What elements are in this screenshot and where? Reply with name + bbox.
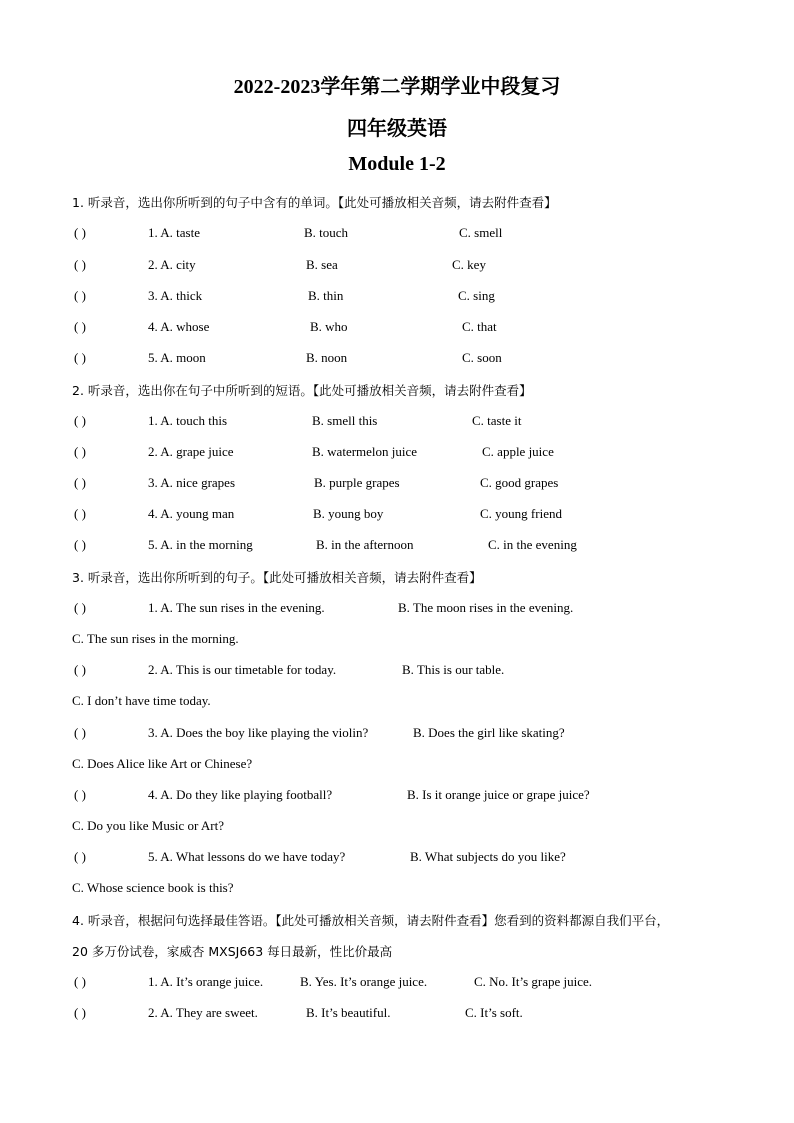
option-a: 5. A. in the morning (148, 537, 253, 552)
answer-blank[interactable]: ( ) (74, 413, 86, 428)
option-b: B. What subjects do you like? (410, 849, 566, 864)
option-c: C. in the evening (488, 537, 577, 552)
option-b: B. sea (306, 257, 338, 272)
option-a: 1. A. The sun rises in the evening. (148, 600, 325, 615)
option-a: 1. A. taste (148, 225, 200, 240)
option-c: C. The sun rises in the morning. (72, 631, 239, 646)
option-c: C. Does Alice like Art or Chinese? (72, 756, 253, 771)
option-b: B. It’s beautiful. (306, 1005, 391, 1020)
option-c: C. I don’t have time today. (72, 693, 211, 708)
option-c: C. It’s soft. (465, 1005, 523, 1020)
option-a: 1. A. It’s orange juice. (148, 974, 264, 989)
option-b: B. Is it orange juice or grape juice? (407, 787, 590, 802)
option-a: 3. A. Does the boy like playing the violin? (148, 725, 369, 740)
answer-blank[interactable]: ( ) (74, 225, 86, 240)
answer-blank[interactable]: ( ) (74, 537, 86, 552)
answer-blank[interactable]: ( ) (74, 974, 86, 989)
option-a: 2. A. city (148, 257, 196, 272)
option-c: C. good grapes (480, 475, 559, 490)
page-subtitle: 四年级英语 (347, 118, 447, 140)
section-2-heading: 2. 听录音，选出你在句子中所听到的短语。【此处可播放相关音频，请去附件查看】 (72, 383, 532, 398)
option-c: C. smell (459, 225, 503, 240)
option-a: 3. A. nice grapes (148, 475, 236, 490)
option-a: 4. A. young man (148, 506, 235, 521)
answer-blank[interactable]: ( ) (74, 662, 86, 677)
option-a: 4. A. whose (148, 319, 210, 334)
option-a: 2. A. grape juice (148, 444, 234, 459)
option-c: C. key (452, 257, 486, 272)
option-c: C. Do you like Music or Art? (72, 818, 225, 833)
answer-blank[interactable]: ( ) (74, 444, 86, 459)
option-c: C. soon (462, 350, 502, 365)
page-title: 2022-2023学年第二学期学业中段复习 (233, 76, 561, 98)
section-4-heading: 4. 听录音，根据问句选择最佳答语。【此处可播放相关音频，请去附件查看】您看到的资料都源自我们平台， (72, 913, 670, 928)
option-c: C. apple juice (482, 444, 554, 459)
answer-blank[interactable]: ( ) (74, 506, 86, 521)
option-b: B. who (310, 319, 348, 334)
answer-blank[interactable]: ( ) (74, 787, 86, 802)
option-b: B. smell this (312, 413, 378, 428)
answer-blank[interactable]: ( ) (74, 1005, 86, 1020)
option-c: C. No. It’s grape juice. (474, 974, 593, 989)
option-c: C. sing (458, 288, 495, 303)
option-a: 2. A. This is our timetable for today. (148, 662, 337, 677)
option-c: C. that (462, 319, 497, 334)
option-b: B. young boy (313, 506, 384, 521)
option-a: 3. A. thick (148, 288, 203, 303)
answer-blank[interactable]: ( ) (74, 725, 86, 740)
section-3-heading: 3. 听录音，选出你所听到的句子。【此处可播放相关音频，请去附件查看】 (72, 570, 482, 585)
option-b: B. Yes. It’s orange juice. (300, 974, 428, 989)
option-b: B. Does the girl like skating? (413, 725, 565, 740)
section-4-heading-continued: 20 多万份试卷，家威杏 MXSJ663 每日最新，性比价最高 (72, 944, 393, 959)
option-b: B. purple grapes (314, 475, 400, 490)
option-b: B. touch (304, 225, 349, 240)
answer-blank[interactable]: ( ) (74, 288, 86, 303)
answer-blank[interactable]: ( ) (74, 600, 86, 615)
option-c: C. Whose science book is this? (72, 880, 234, 895)
option-b: B. This is our table. (402, 662, 505, 677)
answer-blank[interactable]: ( ) (74, 257, 86, 272)
option-b: B. watermelon juice (312, 444, 418, 459)
option-b: B. The moon rises in the evening. (398, 600, 574, 615)
option-b: B. in the afternoon (316, 537, 414, 552)
answer-blank[interactable]: ( ) (74, 849, 86, 864)
option-a: 4. A. Do they like playing football? (148, 787, 333, 802)
option-a: 1. A. touch this (148, 413, 228, 428)
answer-blank[interactable]: ( ) (74, 319, 86, 334)
answer-blank[interactable]: ( ) (74, 350, 86, 365)
option-a: 5. A. What lessons do we have today? (148, 849, 346, 864)
option-b: B. thin (308, 288, 344, 303)
option-a: 2. A. They are sweet. (148, 1005, 258, 1020)
option-c: C. taste it (472, 413, 522, 428)
answer-blank[interactable]: ( ) (74, 475, 86, 490)
option-c: C. young friend (480, 506, 562, 521)
section-1-heading: 1. 听录音，选出你所听到的句子中含有的单词。【此处可播放相关音频，请去附件查看】 (72, 195, 557, 210)
option-a: 5. A. moon (148, 350, 206, 365)
option-b: B. noon (306, 350, 348, 365)
module-title: Module 1-2 (348, 153, 446, 175)
